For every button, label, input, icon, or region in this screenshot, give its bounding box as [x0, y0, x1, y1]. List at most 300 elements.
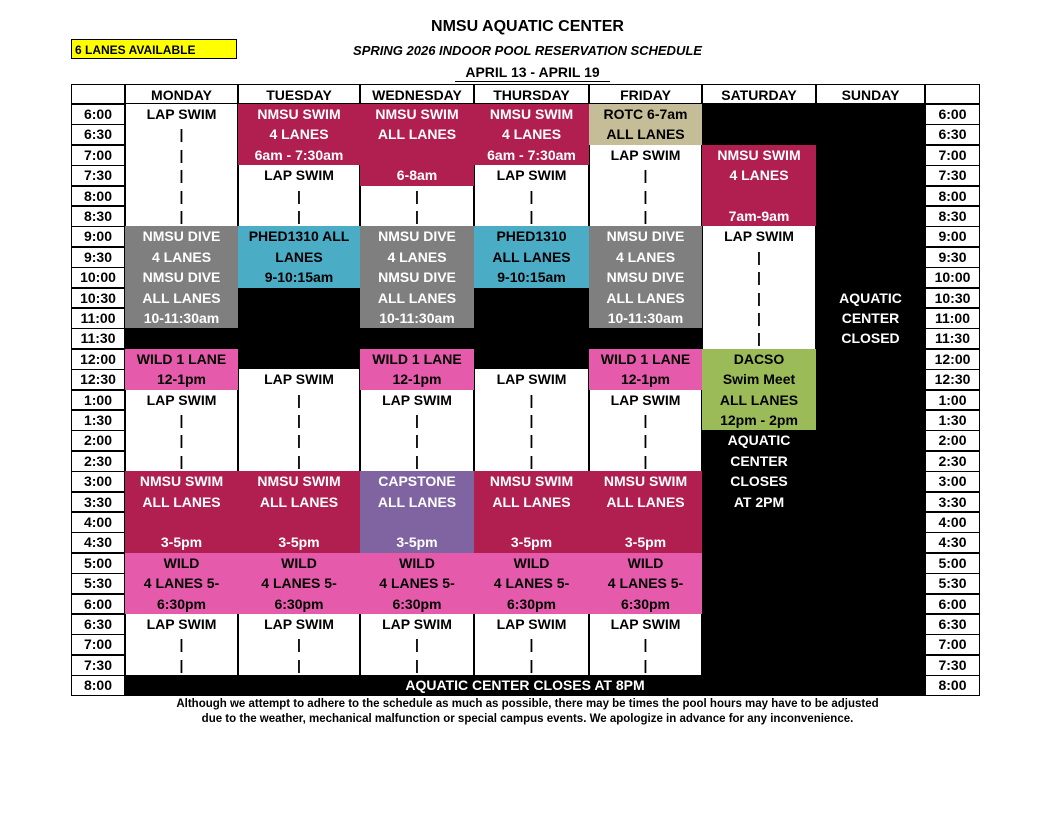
time-label-right: [925, 675, 980, 696]
time-label-right: [925, 553, 980, 574]
time-label-right: [925, 655, 980, 676]
cell-text: 3-5pm: [396, 534, 438, 551]
time-label-right: [925, 451, 980, 472]
schedule-block: [360, 226, 474, 267]
page-subtitle: SPRING 2026 INDOOR POOL RESERVATION SCHEDULE: [353, 43, 702, 58]
time-label-right: [925, 104, 980, 125]
cell-text: WILD: [163, 554, 200, 571]
time-label-left: [71, 288, 125, 309]
schedule-block: [474, 104, 589, 165]
cell-text: WEDNESDAY: [372, 87, 462, 103]
cell-text: 4 LANES 5-: [261, 575, 337, 592]
time-label-left: [71, 553, 125, 574]
cell-text: [125, 512, 238, 532]
cell-text: 6:30: [83, 616, 113, 632]
schedule-block: [702, 349, 816, 431]
cell-text: PHED1310: [496, 228, 567, 245]
cell-text: 11:00: [934, 310, 971, 326]
cell-text: 2:30: [83, 452, 113, 469]
cell-text: |: [297, 391, 301, 408]
cell-text: 4 LANES: [151, 248, 212, 265]
cell-text: |: [643, 412, 648, 428]
time-label-left: [71, 492, 125, 513]
schedule-block: [238, 369, 360, 471]
cell-text: 12:30: [934, 371, 971, 388]
cell-text: WILD: [281, 554, 317, 571]
time-label-right: [925, 532, 980, 553]
cell-text: LAP SWIM: [264, 371, 334, 388]
cell-text: 4:00: [83, 514, 113, 530]
cell-text: 8:00: [938, 677, 967, 694]
cell-text: ALL LANES: [492, 493, 571, 510]
cell-text: 9:00: [83, 228, 113, 245]
time-label-left: [71, 430, 125, 451]
cell-text: NMSU SWIM: [489, 473, 574, 490]
cell-text: [702, 512, 816, 532]
cell-text: NMSU SWIM: [375, 106, 459, 122]
schedule-block: [589, 349, 702, 390]
schedule-block: [238, 104, 360, 165]
cell-text: [360, 145, 474, 165]
time-label-left: [71, 104, 125, 125]
cell-text: |: [179, 126, 184, 143]
cell-text: 7:00: [938, 636, 967, 653]
time-label-right: [925, 573, 980, 594]
cell-text: 11:00: [80, 310, 116, 326]
cell-text: |: [643, 208, 648, 225]
time-label-right: [925, 226, 980, 247]
day-header-tuesday: [238, 84, 360, 104]
cell-text: 7:30: [83, 656, 113, 673]
cell-text: WILD 1 LANE: [600, 350, 691, 367]
schedule-block: [589, 328, 702, 348]
time-label-left: [71, 594, 125, 615]
cell-text: CENTER: [730, 452, 788, 469]
cell-text: [702, 573, 816, 593]
cell-text: 6:00: [83, 106, 113, 122]
cell-text: NMSU DIVE: [378, 269, 456, 286]
cell-text: |: [179, 412, 184, 428]
time-label-right: [925, 145, 980, 166]
time-label-left: [71, 145, 125, 166]
cell-text: |: [415, 432, 419, 449]
cell-text: 4:00: [938, 514, 967, 530]
cell-text: FRIDAY: [620, 87, 671, 103]
cell-text: |: [179, 167, 184, 184]
footer-line: Although we attempt to adhere to the schedule as much as possible, there may be times the pool hours may have to be adjusted: [176, 698, 879, 710]
cell-text: 2:00: [938, 432, 967, 449]
cell-text: 12-1pm: [392, 371, 442, 388]
cell-text: 9-10:15am: [497, 269, 566, 286]
cell-text: |: [179, 208, 184, 225]
cell-text: [702, 614, 816, 634]
time-label-left: [71, 165, 125, 186]
cell-text: 4 LANES: [387, 248, 447, 265]
time-label-left: [71, 512, 125, 533]
schedule-block: [360, 267, 474, 328]
time-label-left: [71, 247, 125, 268]
cell-text: |: [179, 432, 184, 449]
cell-text: |: [179, 656, 184, 673]
cell-text: ALL LANES: [142, 493, 221, 510]
cell-text: 4:30: [938, 534, 967, 551]
time-label-left: [71, 124, 125, 145]
cell-text: 1:30: [938, 412, 967, 428]
cell-text: ROTC 6-7am: [603, 106, 688, 122]
cell-text: LAP SWIM: [382, 616, 452, 632]
cell-text: WILD 1 LANE: [372, 350, 462, 367]
cell-text: 4 LANES: [615, 248, 676, 265]
cell-text: WILD: [513, 554, 550, 571]
cell-text: LAP SWIM: [610, 146, 681, 163]
time-label-right: [925, 288, 980, 309]
schedule-block: [125, 349, 238, 390]
time-label-left: [71, 226, 125, 247]
cell-text: 6:00: [938, 106, 967, 122]
cell-text: LAP SWIM: [264, 167, 334, 184]
cell-text: |: [643, 636, 648, 653]
schedule-block: [360, 614, 474, 675]
cell-text: 1:00: [83, 391, 113, 408]
cell-text: ALL LANES: [606, 289, 685, 306]
cell-text: |: [415, 412, 419, 428]
schedule-block: [360, 390, 474, 472]
cell-text: 3-5pm: [160, 534, 203, 551]
cell-text: ALL LANES: [142, 289, 221, 306]
cell-text: 10-11:30am: [143, 309, 220, 326]
cell-text: 3-5pm: [278, 534, 320, 551]
page-title: NMSU AQUATIC CENTER: [431, 18, 624, 35]
cell-text: 10:00: [934, 269, 971, 286]
cell-text: 6am - 7:30am: [254, 146, 344, 163]
cell-text: Swim Meet: [722, 371, 796, 388]
cell-text: |: [529, 187, 534, 204]
cell-text: 11:30: [934, 330, 971, 347]
cell-text: 7:00: [83, 636, 113, 653]
cell-text: NMSU SWIM: [489, 106, 574, 122]
schedule-block: [238, 553, 360, 614]
cell-text: 8:30: [938, 208, 967, 224]
time-label-right: [925, 492, 980, 513]
cell-text: 7:30: [938, 656, 967, 673]
time-label-right: [925, 267, 980, 288]
cell-text: |: [179, 187, 184, 204]
schedule-block: [238, 614, 360, 675]
schedule-block: [589, 267, 702, 328]
schedule-block: [125, 267, 238, 328]
day-header-monday: [125, 84, 238, 104]
cell-text: 4 LANES: [729, 167, 789, 184]
lanes-available-badge: 6 LANES AVAILABLE: [71, 39, 237, 59]
cell-text: |: [643, 452, 648, 469]
cell-text: 8:00: [938, 187, 967, 204]
cell-text: [589, 512, 702, 532]
time-label-right: [925, 206, 980, 227]
cell-text: 7:30: [938, 167, 967, 184]
cell-text: SUNDAY: [841, 87, 900, 103]
time-label-right: [925, 594, 980, 615]
cell-text: |: [415, 208, 419, 224]
time-label-right: [925, 410, 980, 431]
cell-text: ALL LANES: [719, 391, 799, 408]
cell-text: 4:30: [83, 534, 113, 551]
cell-text: 4 LANES 5-: [493, 575, 570, 592]
cell-text: NMSU DIVE: [142, 228, 221, 245]
day-header-saturday: [702, 84, 816, 104]
cell-text: |: [757, 289, 761, 306]
cell-text: NMSU DIVE: [142, 269, 221, 286]
time-label-right: [925, 512, 980, 533]
cell-text: [360, 512, 474, 532]
cell-text: 8:00: [83, 677, 113, 694]
cell-text: |: [643, 432, 648, 449]
cell-text: LAP SWIM: [496, 616, 567, 632]
cell-text: 10-11:30am: [379, 309, 455, 326]
schedule-block: [816, 288, 925, 349]
cell-text: [702, 655, 816, 675]
cell-text: LAP SWIM: [610, 391, 681, 408]
time-label-right: [925, 614, 980, 635]
schedule-block: [589, 471, 702, 553]
cell-text: 12-1pm: [156, 371, 207, 388]
schedule-block: [125, 390, 238, 472]
cell-text: AQUATIC: [727, 432, 791, 449]
time-label-left: [71, 390, 125, 411]
footer-line: due to the weather, mechanical malfunction or special campus events. We apologize in advance for any inconvenience.: [201, 713, 854, 725]
time-label-left: [71, 410, 125, 431]
closing-bar: [125, 675, 925, 696]
cell-text: |: [415, 636, 419, 653]
cell-text: LAP SWIM: [496, 371, 567, 388]
cell-text: 5:00: [83, 554, 113, 571]
cell-text: [702, 553, 816, 573]
cell-text: 3:30: [938, 493, 967, 510]
schedule-block: [474, 288, 589, 370]
time-label-right: [925, 186, 980, 207]
time-label-right: [925, 165, 980, 186]
cell-text: 1:00: [938, 391, 967, 408]
time-label-right: [925, 390, 980, 411]
cell-text: 4 LANES 5-: [143, 575, 220, 592]
cell-text: 3:00: [83, 473, 113, 490]
cell-text: 10:30: [934, 289, 971, 306]
time-label-left: [71, 655, 125, 676]
schedule-block: [702, 430, 816, 675]
cell-text: |: [529, 412, 534, 428]
cell-text: NMSU SWIM: [257, 106, 341, 122]
time-label-left: [71, 451, 125, 472]
cell-text: LAP SWIM: [610, 616, 681, 632]
schedule-block: [125, 553, 238, 614]
cell-text: [702, 634, 816, 654]
cell-text: 2:30: [938, 452, 967, 469]
schedule-block: [474, 165, 589, 226]
cell-text: 12:00: [80, 350, 116, 367]
cell-text: ALL LANES: [606, 493, 685, 510]
cell-text: |: [179, 146, 184, 163]
cell-text: THURSDAY: [493, 87, 570, 103]
schedule-block: [702, 104, 816, 145]
cell-text: 6:30: [938, 616, 967, 632]
schedule-block: [474, 226, 589, 287]
cell-text: 12:00: [934, 350, 971, 367]
cell-text: |: [529, 656, 534, 673]
cell-text: LANES: [275, 248, 323, 265]
cell-text: LAP SWIM: [724, 228, 794, 245]
cell-text: CAPSTONE: [378, 473, 456, 490]
cell-text: ALL LANES: [259, 493, 339, 510]
time-label-right: [925, 328, 980, 349]
time-label-left: [71, 369, 125, 390]
schedule-block: [125, 614, 238, 675]
cell-text: |: [297, 452, 301, 469]
time-label-left: [71, 532, 125, 553]
cell-text: TUESDAY: [266, 87, 332, 103]
cell-text: |: [179, 636, 184, 653]
cell-text: 9:00: [938, 228, 967, 245]
cell-text: AQUATIC: [839, 289, 902, 306]
cell-text: AQUATIC CENTER CLOSES AT 8PM: [405, 677, 645, 694]
cell-text: ALL LANES: [377, 126, 457, 143]
cell-text: [474, 512, 589, 532]
cell-text: |: [297, 412, 301, 428]
cell-text: 6am - 7:30am: [487, 146, 576, 163]
time-label-left: [71, 206, 125, 227]
schedule-block: [360, 553, 474, 614]
date-range: APRIL 13 - APRIL 19: [455, 64, 610, 82]
schedule-block: [589, 553, 702, 614]
time-label-left: [71, 267, 125, 288]
schedule-block: [589, 226, 702, 267]
cell-text: |: [415, 656, 419, 673]
cell-text: 8:00: [83, 187, 113, 204]
time-label-right: [925, 634, 980, 655]
cell-text: LAP SWIM: [146, 616, 217, 632]
time-label-left: [71, 308, 125, 329]
cell-text: CLOSED: [841, 330, 900, 347]
time-label-left: [71, 349, 125, 370]
cell-text: NMSU SWIM: [257, 473, 341, 490]
time-label-left: [71, 614, 125, 635]
cell-text: |: [757, 248, 761, 265]
schedule-block: [702, 145, 816, 227]
cell-text: 6:00: [938, 595, 967, 612]
cell-text: 6:30pm: [620, 595, 671, 612]
cell-text: CENTER: [841, 309, 900, 326]
cell-text: LAP SWIM: [382, 391, 452, 408]
day-header-wednesday: [360, 84, 474, 104]
schedule-block: [589, 614, 702, 675]
cell-text: 12:30: [80, 371, 116, 388]
schedule-block: [238, 288, 360, 370]
time-label-left: [71, 634, 125, 655]
cell-text: |: [529, 432, 534, 449]
day-header-thursday: [474, 84, 589, 104]
cell-text: ALL LANES: [377, 289, 457, 306]
schedule-block: [474, 369, 589, 471]
schedule-block: [360, 471, 474, 553]
cell-text: |: [757, 330, 761, 347]
cell-text: NMSU DIVE: [606, 269, 685, 286]
schedule-block: [474, 553, 589, 614]
cell-text: 10:00: [80, 269, 116, 286]
cell-text: DACSO: [733, 350, 785, 367]
cell-text: CLOSES: [730, 473, 788, 490]
cell-text: 12-1pm: [620, 371, 671, 388]
schedule-block: [238, 471, 360, 553]
cell-text: WILD: [399, 554, 435, 571]
cell-text: ALL LANES: [492, 248, 571, 265]
cell-text: 12pm - 2pm: [720, 412, 798, 429]
schedule-block: [474, 614, 589, 675]
schedule-block: [360, 349, 474, 390]
cell-text: NMSU SWIM: [717, 146, 801, 163]
cell-text: LAP SWIM: [264, 616, 334, 632]
schedule-block: [589, 104, 702, 145]
cell-text: 6:00: [83, 595, 113, 612]
schedule-block: [125, 471, 238, 553]
time-label-right: [925, 308, 980, 329]
schedule-block: [125, 328, 238, 348]
cell-text: 10:30: [80, 289, 116, 306]
schedule-block: [474, 471, 589, 553]
cell-text: |: [643, 167, 648, 184]
schedule-block: [816, 104, 925, 288]
cell-text: SATURDAY: [721, 87, 797, 103]
time-label-right: [925, 471, 980, 492]
cell-text: 3-5pm: [624, 534, 667, 551]
cell-text: [702, 532, 816, 552]
cell-text: 7:30: [83, 167, 113, 184]
cell-text: |: [297, 207, 301, 224]
schedule-block: [238, 165, 360, 226]
cell-text: 10-11:30am: [607, 309, 684, 326]
cell-text: |: [297, 636, 301, 653]
cell-text: |: [757, 269, 761, 286]
cell-text: 7:00: [938, 146, 967, 163]
cell-text: 6:30: [938, 126, 967, 143]
cell-text: 6:30pm: [156, 595, 207, 612]
cell-text: |: [529, 391, 534, 408]
cell-text: MONDAY: [151, 87, 212, 103]
cell-text: 6:30pm: [274, 595, 324, 612]
cell-text: LAP SWIM: [146, 106, 217, 122]
time-label-left: [71, 675, 125, 696]
schedule-block: [360, 328, 474, 348]
schedule-block: [702, 226, 816, 348]
cell-text: AT 2PM: [733, 493, 785, 510]
cell-text: |: [297, 187, 301, 204]
day-header-friday: [589, 84, 702, 104]
time-label-left: [71, 328, 125, 349]
cell-text: 4 LANES 5-: [379, 575, 455, 592]
time-label-right: [925, 247, 980, 268]
cell-text: ALL LANES: [377, 493, 457, 510]
schedule-block: [360, 186, 474, 227]
cell-text: |: [643, 187, 648, 204]
cell-text: LAP SWIM: [146, 391, 217, 408]
time-label-right: [925, 124, 980, 145]
cell-text: NMSU DIVE: [606, 228, 685, 245]
cell-text: 6:30pm: [506, 595, 557, 612]
cell-text: 11:30: [80, 330, 116, 347]
cell-text: 3:30: [83, 493, 113, 510]
cell-text: 7am-9am: [728, 208, 790, 225]
cell-text: [702, 186, 816, 206]
schedule-block: [589, 145, 702, 227]
cell-text: 4 LANES: [269, 126, 329, 143]
cell-text: |: [415, 187, 419, 204]
